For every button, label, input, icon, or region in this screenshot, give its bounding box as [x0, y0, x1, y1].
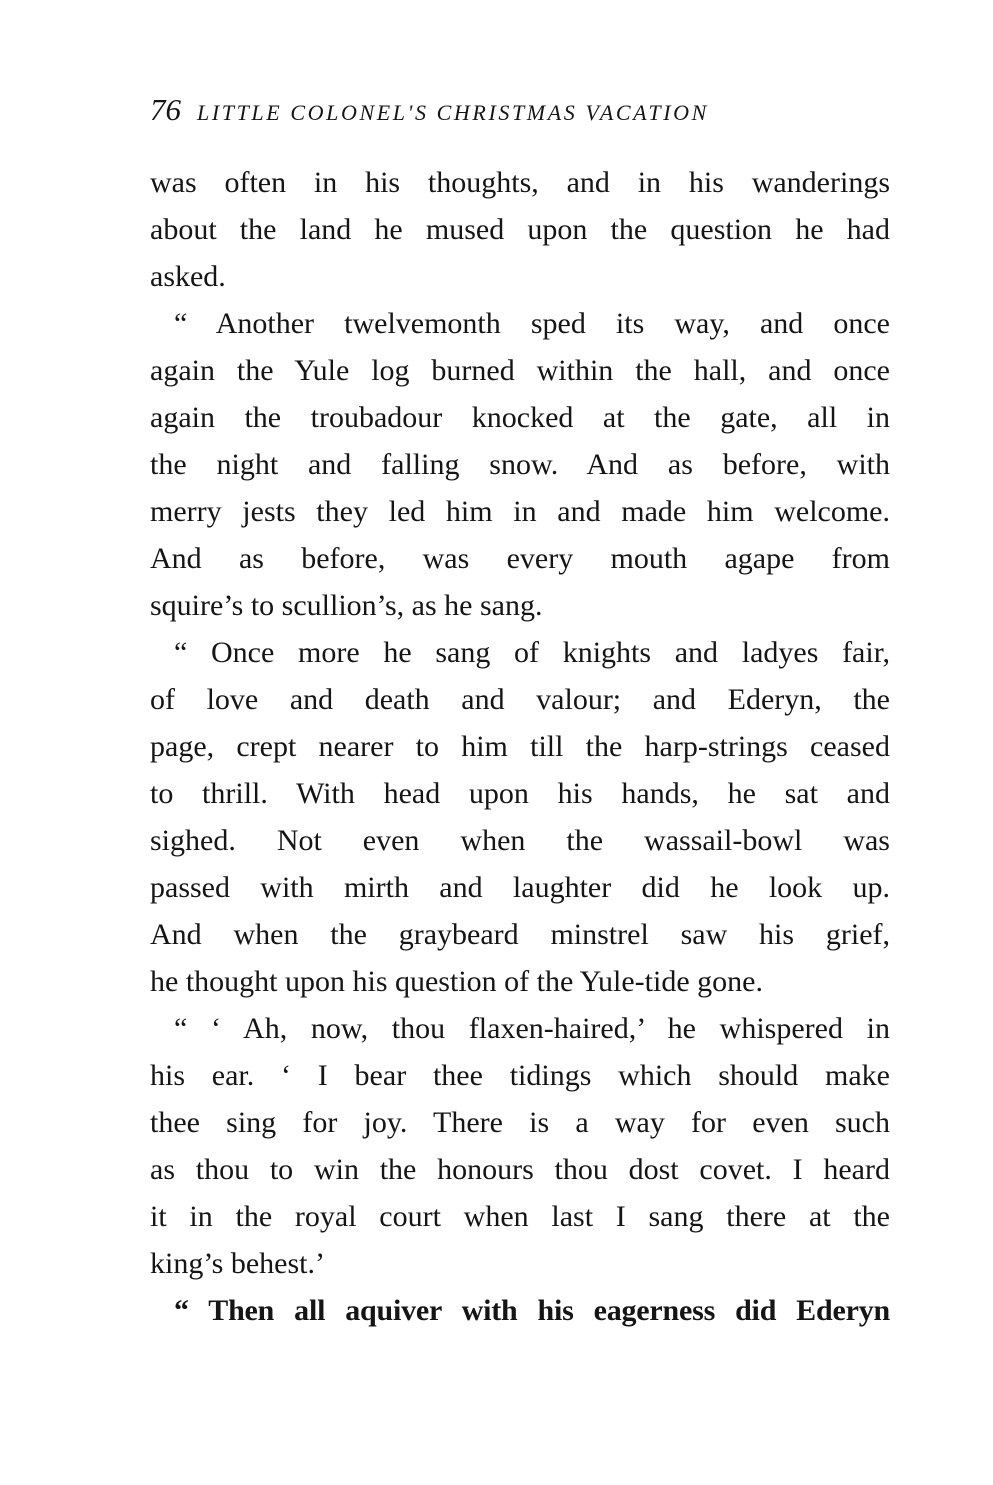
- body-text: [150, 159, 890, 1334]
- text-line: page, crept nearer to him till the harp-strings ceased: [150, 730, 890, 763]
- text-line: And as before, was every mouth agape from: [150, 542, 890, 575]
- text-line: “ ‘ Ah, now, thou flaxen-haired,’ he whispered in: [174, 1012, 890, 1045]
- text-line: of love and death and valour; and Ederyn, the: [150, 683, 890, 716]
- text-line: merry jests they led him in and made him welcome.: [150, 495, 890, 528]
- text-line: sighed. Not even when the wassail-bowl was: [150, 824, 890, 857]
- text-line: “ Then all aquiver with his eagerness did Ederyn: [174, 1294, 890, 1327]
- text-line: again the troubadour knocked at the gate, all in: [150, 401, 890, 434]
- text-line: the night and falling snow. And as before, with: [150, 448, 890, 481]
- text-line: passed with mirth and laughter did he look up.: [150, 871, 890, 904]
- text-line: thee sing for joy. There is a way for even such: [150, 1106, 890, 1139]
- text-line: again the Yule log burned within the hall, and once: [150, 354, 890, 387]
- text-line: “ Once more he sang of knights and ladyes fair,: [174, 636, 890, 669]
- running-head: [150, 92, 890, 132]
- running-title: LITTLE COLONEL'S CHRISTMAS VACATION: [197, 100, 709, 125]
- text-line: his ear. ‘ I bear thee tidings which should make: [150, 1059, 890, 1092]
- text-line: it in the royal court when last I sang there at the: [150, 1200, 890, 1233]
- text-line: was often in his thoughts, and in his wanderings: [150, 166, 890, 199]
- page-number: 76: [150, 92, 181, 127]
- text-line: to thrill. With head upon his hands, he sat and: [150, 777, 890, 810]
- text-line: as thou to win the honours thou dost covet. I heard: [150, 1153, 890, 1186]
- text-line: “ Another twelvemonth sped its way, and once: [174, 307, 890, 340]
- text-line: he thought upon his question of the Yule-tide gone.: [150, 965, 763, 998]
- text-line: And when the graybeard minstrel saw his grief,: [150, 918, 890, 951]
- text-line: king’s behest.’: [150, 1247, 325, 1280]
- text-line: asked.: [150, 260, 226, 293]
- text-line: squire’s to scullion’s, as he sang.: [150, 589, 543, 622]
- text-line: about the land he mused upon the question he had: [150, 213, 890, 246]
